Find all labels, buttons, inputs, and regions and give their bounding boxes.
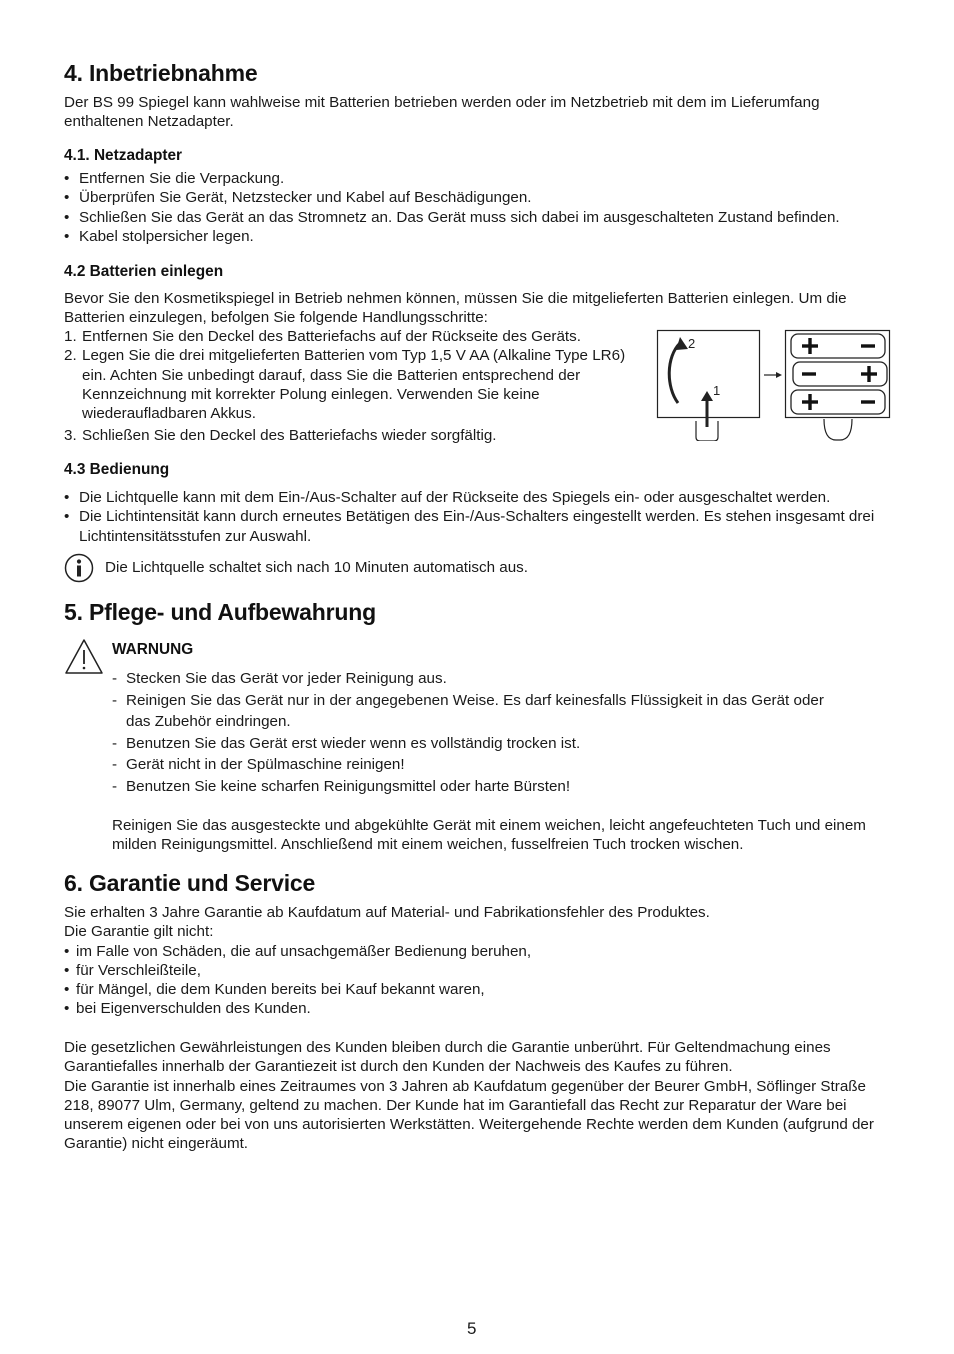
section-5-title: 5. Pflege- und Aufbewahrung	[64, 599, 376, 625]
list-item: - Gerät nicht in der Spülmaschine reinigen!	[112, 754, 852, 776]
list-item: • Entfernen Sie die Verpackung.	[64, 169, 894, 188]
page-number: 5	[467, 1319, 477, 1338]
bedienung-heading: 4.3 Bedienung	[64, 461, 170, 478]
warranty-paragraph: Die Garantie ist innerhalb eines Zeitraumes von 3 Jahren ab Kaufdatum gegenüber der Beurer GmbH, Söflinger Straße 218, 89077 Ulm, Germany, geltend zu machen. Der Kunde hat im Garantiefall das Recht zur Reparatur der Ware bei unserem eigenen oder bei von uns autorisierten Werkstätten. Weitergehende Rechte werden dem Kunden (aufgrund der Garantie) nicht eingeräumt.	[64, 1077, 874, 1153]
list-item: • Schließen Sie das Gerät an das Stromnetz an. Das Gerät muss sich dabei im ausgeschalteten Zustand befinden.	[64, 208, 894, 227]
batterien-heading: 4.2 Batterien einlegen	[64, 263, 224, 280]
battery-compartment-figure	[656, 329, 896, 441]
warranty-intro: Sie erhalten 3 Jahre Garantie ab Kaufdatum auf Material- und Fabrikationsfehler des Produktes.	[64, 904, 710, 921]
netzadapter-heading: 4.1. Netzadapter	[64, 147, 183, 164]
svg-text:1: 1	[713, 383, 721, 398]
netzadapter-list	[64, 169, 894, 246]
warranty-exclusions	[64, 942, 894, 1019]
list-item: • Überprüfen Sie Gerät, Netzstecker und Kabel auf Beschädigungen.	[64, 188, 894, 207]
list-item: • Die Lichtquelle kann mit dem Ein-/Aus-Schalter auf der Rückseite des Spiegels ein- oder ausgeschaltet werden.	[64, 488, 884, 507]
list-item: • für Mängel, die dem Kunden bereits bei Kauf bekannt waren,	[64, 980, 894, 999]
list-item: • Die Lichtintensität kann durch erneutes Betätigen des Ein-/Aus-Schalters eingestellt werden. Es stehen insgesamt drei Lichtintensitätsstufen zur Auswahl.	[64, 507, 884, 546]
batterien-steps	[64, 327, 639, 423]
care-paragraph: Reinigen Sie das ausgesteckte und abgekühlte Gerät mit einem weichen, leicht angefeuchteten Tuch und einem milden Reinigungsmittel. Anschließend mit einem weichen, fusselfreien Tuch trocken wischen.	[112, 817, 866, 854]
warranty-terms	[64, 1038, 894, 1154]
list-item: • Kabel stolpersicher legen.	[64, 227, 894, 246]
info-icon	[64, 553, 94, 583]
warranty-block	[64, 903, 894, 1019]
list-item: • für Verschleißteile,	[64, 961, 894, 980]
info-text: Die Lichtquelle schaltet sich nach 10 Minuten automatisch aus.	[105, 559, 528, 576]
section-6-title: 6. Garantie und Service	[64, 870, 316, 896]
battery-diagram	[656, 329, 896, 441]
list-item: • bei Eigenverschulden des Kunden.	[64, 999, 894, 1018]
svg-text:2: 2	[688, 336, 696, 351]
warranty-paragraph: Die gesetzlichen Gewährleistungen des Kunden bleiben durch die Garantie unberührt. Für Geltendmachung eines Garantiefalles innerhalb der Garantiezeit ist durch den Kunden der Nachweis des Kaufes zu führen.	[64, 1039, 831, 1076]
step-1: 1. Entfernen Sie den Deckel des Batteriefachs auf der Rückseite des Geräts.	[64, 328, 581, 345]
list-item: - Benutzen Sie keine scharfen Reinigungsmittel oder harte Bürsten!	[112, 776, 852, 798]
warning-heading: WARNUNG	[112, 641, 194, 658]
manual-page	[64, 0, 894, 1338]
step-2: 2. Legen Sie die drei mitgelieferten Batterien vom Typ 1,5 V AA (Alkaline Type LR6) ein. Achten Sie unbedingt darauf, dass Sie die Batterien entsprechend der Kennzeichnung mit korrekter Polung einlegen. Verwenden Sie keine wiederaufladbaren Akkus.	[64, 347, 626, 423]
list-item: • im Falle von Schäden, die auf unsachgemäßer Bedienung beruhen,	[64, 942, 894, 961]
list-item: - Stecken Sie das Gerät vor jeder Reinigung aus.	[112, 668, 852, 690]
section-4-title: 4. Inbetriebnahme	[64, 60, 258, 86]
bedienung-list	[64, 488, 884, 546]
warning-icon	[64, 638, 104, 676]
warning-list	[112, 668, 852, 797]
batterien-intro: Bevor Sie den Kosmetikspiegel in Betrieb nehmen können, müssen Sie die mitgelieferten Batterien einlegen. Um die Batterien einzulegen, befolgen Sie folgende Handlungsschritte:	[64, 290, 847, 327]
step-3: 3. Schließen Sie den Deckel des Batteriefachs wieder sorgfältig.	[64, 427, 497, 444]
section-4-intro: Der BS 99 Spiegel kann wahlweise mit Batterien betrieben werden oder im Netzbetrieb mit dem im Lieferumfang enthaltenen Netzadapter.	[64, 94, 820, 131]
warranty-exclusions-title: Die Garantie gilt nicht:	[64, 923, 214, 941]
list-item: - Reinigen Sie das Gerät nur in der angegebenen Weise. Es darf keinesfalls Flüssigkeit in das Gerät oder das Zubehör eindringen.	[112, 690, 852, 733]
list-item: - Benutzen Sie das Gerät erst wieder wenn es vollständig trocken ist.	[112, 733, 852, 755]
info-note	[64, 553, 894, 583]
